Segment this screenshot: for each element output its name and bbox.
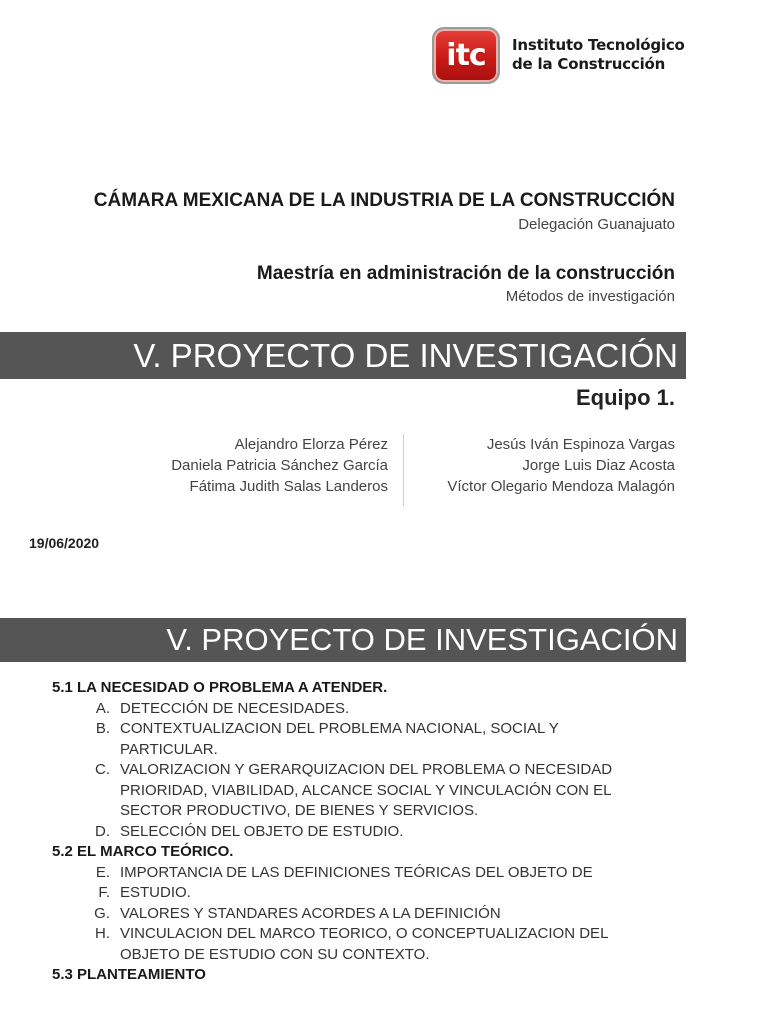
member-name: Jesús Iván Espinoza Vargas [486,436,675,453]
list-item-letter: B. [95,720,110,737]
member-name: Víctor Olegario Mendoza Malagón [447,478,675,495]
list-item-letter: F. [98,884,110,901]
itc-logo-wordmark [512,36,685,74]
list-item-text: IMPORTANCIA DE LAS DEFINICIONES TEÓRICAS DEL OBJETO DE [120,863,593,881]
team-label: Equipo 1. [576,385,675,410]
itc-logo-badge [432,27,500,84]
outline [52,678,672,986]
organization-title: CÁMARA MEXICANA DE LA INDUSTRIA DE LA CONSTRUCCIÓN [93,190,675,211]
members-right-column [447,434,675,497]
member-name: Daniela Patricia Sánchez García [171,457,388,474]
list-item-letter: C. [95,761,110,778]
outline-list [52,699,672,843]
section-banner-outline: V. PROYECTO DE INVESTIGACIÓN [0,618,686,662]
list-item [52,863,672,884]
list-item-text: SELECCIÓN DEL OBJETO DE ESTUDIO. [120,822,404,840]
list-item-text: DETECCIÓN DE NECESIDADES. [120,699,350,717]
list-item-text: VALORIZACION Y GERARQUIZACION DEL PROBLEMA O NECESIDAD PRIORIDAD, VIABILIDAD, ALCANCE SOCIAL Y VINCULACIÓN CON EL SECTOR PRODUCTIVO, DE BIENES Y SERVICIOS. [120,761,613,819]
list-item [52,699,672,720]
list-item-letter: H. [95,925,110,942]
itc-logo-line1: Instituto Tecnológico [512,36,685,54]
list-item [52,883,672,904]
members-divider [403,434,404,506]
list-item-letter: E. [95,863,110,881]
member-name: Fátima Judith Salas Landeros [189,478,388,495]
program-title: Maestría en administración de la construcción [256,263,675,284]
member-name: Alejandro Elorza Pérez [234,436,388,453]
delegation-subtitle: Delegación Guanajuato [518,216,675,233]
members-left-column [171,434,388,497]
list-item-text: ESTUDIO. [120,884,191,901]
outline-list [52,863,672,966]
list-item-text: CONTEXTUALIZACION DEL PROBLEMA NACIONAL, SOCIAL Y PARTICULAR. [120,720,559,758]
member-name: Jorge Luis Diaz Acosta [522,457,675,474]
document-date: 19/06/2020 [29,535,100,551]
list-item-letter: D. [95,822,110,840]
list-item [52,760,672,822]
itc-logo [432,26,685,84]
list-item-text: VINCULACION DEL MARCO TEORICO, O CONCEPTUALIZACION DEL OBJETO DE ESTUDIO CON SU CONTEXTO. [120,925,608,963]
list-item-text: VALORES Y STANDARES ACORDES A LA DEFINICIÓN [120,904,501,922]
outline-section-title: 5.2 EL MARCO TEÓRICO. [52,843,234,860]
list-item [52,924,672,965]
list-item-letter: G. [94,904,110,922]
course-subtitle: Métodos de investigación [505,288,675,305]
outline-section-title: 5.3 PLANTEAMIENTO [52,966,206,983]
list-item-letter: A. [95,699,110,717]
list-item [52,904,672,925]
list-item [52,822,672,843]
team-members [0,434,768,506]
list-item [52,719,672,760]
section-banner-cover: V. PROYECTO DE INVESTIGACIÓN [0,332,686,379]
itc-logo-badge-text: itc [446,37,486,73]
outline-section-title: 5.1 LA NECESIDAD O PROBLEMA A ATENDER. [52,679,388,696]
itc-logo-line2: de la Construcción [512,55,666,73]
